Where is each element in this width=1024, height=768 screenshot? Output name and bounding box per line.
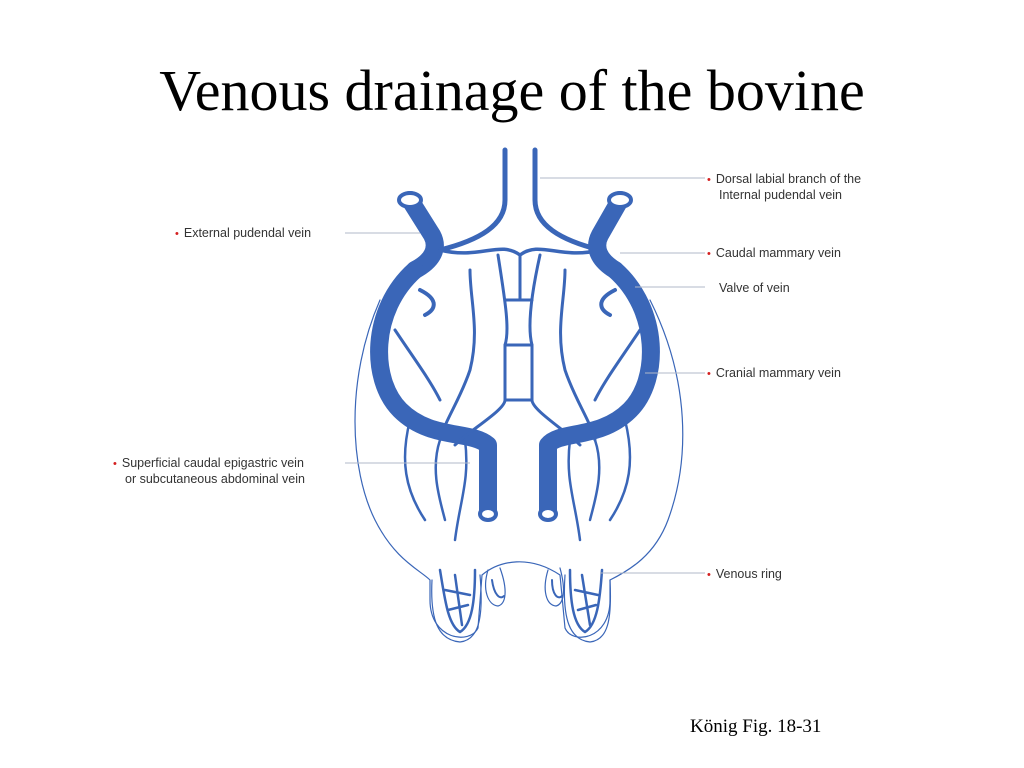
external-pudendal-vein-right bbox=[597, 200, 620, 270]
label-dorsal-labial: • Dorsal labial branch of the Internal pudendal vein bbox=[707, 172, 862, 202]
label-venous-ring: • Venous ring bbox=[707, 567, 782, 581]
figure-caption: König Fig. 18-31 bbox=[690, 716, 822, 737]
external-pudendal-vein-left bbox=[410, 200, 435, 270]
dorsal-labial-left bbox=[440, 150, 505, 250]
label-caudal-mammary: • Caudal mammary vein bbox=[707, 246, 841, 260]
label-cranial-mammary: • Cranial mammary vein bbox=[707, 366, 841, 380]
label-superficial-epigastric: • Superficial caudal epigastric vein or subcutaneous abdominal vein bbox=[113, 456, 305, 486]
bullet-icon: • bbox=[113, 458, 117, 470]
label-valve: Valve of vein bbox=[719, 281, 790, 295]
bullet-icon: • bbox=[707, 174, 711, 186]
bullet-icon: • bbox=[707, 368, 711, 380]
label-external-pudendal: • External pudendal vein bbox=[175, 226, 312, 240]
venous-ring-right bbox=[570, 570, 602, 632]
udder-outline bbox=[355, 300, 683, 637]
rear-teat-left bbox=[486, 568, 505, 606]
slide-title: Venous drainage of the bovine bbox=[159, 58, 865, 123]
bullet-icon: • bbox=[707, 248, 711, 260]
bullet-icon: • bbox=[707, 569, 711, 581]
bullet-icon: • bbox=[175, 228, 179, 240]
venous-ring-left bbox=[440, 570, 475, 632]
